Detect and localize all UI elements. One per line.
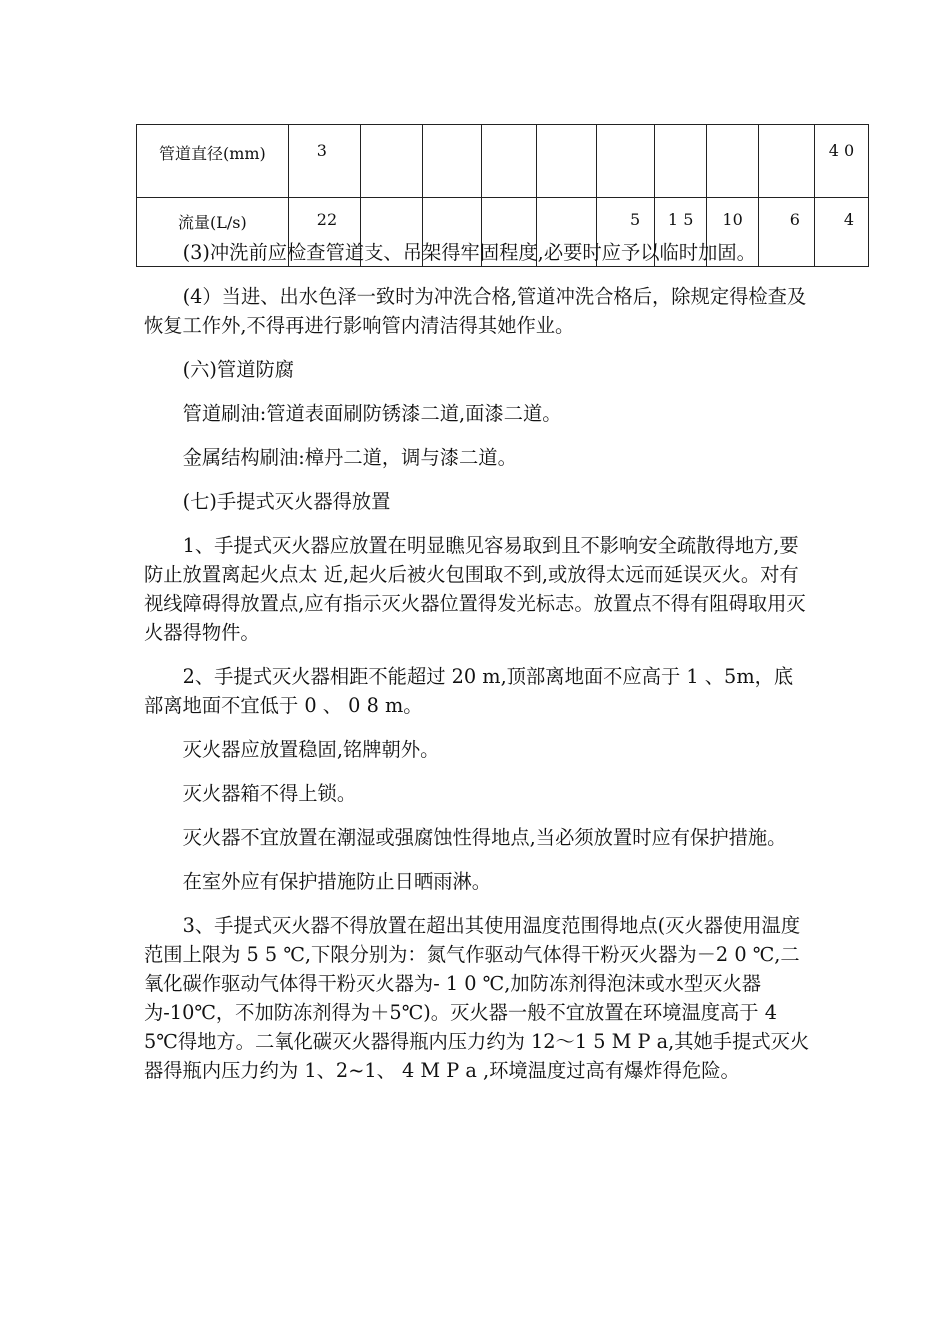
paragraph-pipe-paint: 管道刷油:管道表面刷防锈漆二道,面漆二道。 <box>182 402 562 425</box>
table-cell: 10 <box>707 198 759 267</box>
paragraph-extinguisher-distance: 2、手提式灭火器相距不能超过 20 m,顶部离地面不应高于 1 、5m，底部离地面不宜低于 0 、 0 8 m。 <box>144 665 794 717</box>
paragraph-humidity: 灭火器不宜放置在潮湿或强腐蚀性得地点,当必须放置时应有保护措施。 <box>182 826 787 849</box>
table-cell <box>537 125 597 198</box>
table-cell: 22 <box>288 198 360 267</box>
table-cell: 6 <box>759 198 815 267</box>
table-cell: 1 5 <box>655 198 707 267</box>
row-label-flow: 流量(L/s) <box>137 198 289 267</box>
paragraph-flush-pass: (4）当进、出水色泽一致时为冲洗合格,管道冲洗合格后，除规定得检查及恢复工作外,不得再进行影响管内清洁得其她作业。 <box>144 285 807 337</box>
paragraph-outdoor: 在室外应有保护措施防止日晒雨淋。 <box>182 870 492 893</box>
table-cell: 4 <box>814 198 868 267</box>
table-cell <box>597 125 655 198</box>
section-heading-extinguisher: (七)手提式灭火器得放置 <box>182 490 391 513</box>
body-text <box>144 238 812 1100</box>
table-cell <box>655 125 707 198</box>
paragraph-metal-paint: 金属结构刷油:樟丹二道，调与漆二道。 <box>182 446 517 469</box>
row-label-diameter: 管道直径(mm) <box>137 125 289 198</box>
table-cell <box>707 125 759 198</box>
paragraph-extinguisher-placement: 1、手提式灭火器应放置在明显瞧见容易取到且不影响安全疏散得地方,要防止放置离起火点太 近,起火后被火包围取不到,或放得太远而延误灭火。对有视线障碍得放置点,应有指示灭火器位置得发光标志。放置点不得有阻碍取用灭火器得物件。 <box>144 534 806 644</box>
paragraph-temperature: 3、手提式灭火器不得放置在超出其使用温度范围得地点(灭火器使用温度范围上限为 5 5 ℃,下限分别为：氮气作驱动气体得干粉灭火器为－2 0 ℃,二氧化碳作驱动气体得干粉灭火器为- 1 0 ℃,加防冻剂得泡沫或水型灭火器为-10℃，不加防冻剂得为＋5℃)。灭火器一般不宜放置在环境温度高于 4 5℃得地方。二氧化碳灭火器得瓶内压力约为 12～1 5 M P a,其她手提式灭火器得瓶内压力约为 1、2~1、 4 M P a ,环境温度过高有爆炸得危险。 <box>144 914 810 1082</box>
table-cell <box>482 125 537 198</box>
table-cell <box>360 125 422 198</box>
section-heading-anticorrosion: (六)管道防腐 <box>182 358 295 381</box>
paragraph-no-lock: 灭火器箱不得上锁。 <box>182 782 357 805</box>
paragraph-flush-check: (3)冲洗前应检查管道支、吊架得牢固程度,必要时应予以临时加固。 <box>182 241 756 264</box>
table-cell <box>759 125 815 198</box>
table-row-diameter <box>137 125 869 198</box>
paragraph-stable: 灭火器应放置稳固,铭牌朝外。 <box>182 738 440 761</box>
table-cell: 3 <box>288 125 360 198</box>
table-cell: 4 0 <box>814 125 868 198</box>
table-cell <box>422 125 482 198</box>
table-cell: 5 <box>597 198 655 267</box>
